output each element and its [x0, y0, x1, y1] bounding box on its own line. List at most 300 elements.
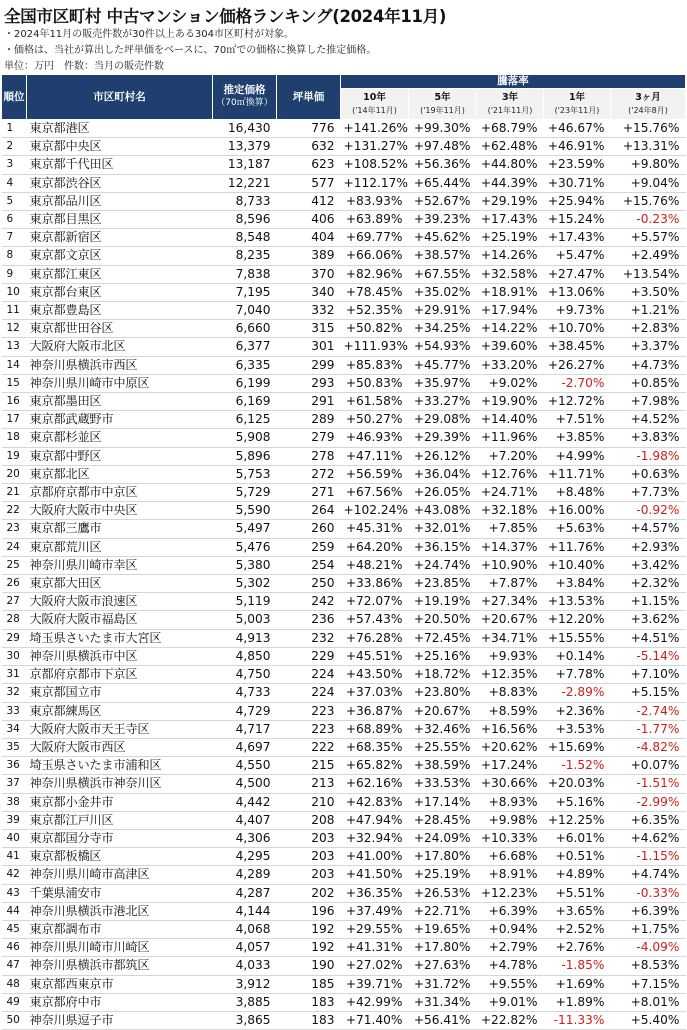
price-cell: 5,908 [213, 429, 277, 447]
table-row [2, 884, 686, 902]
header-period-1y [544, 89, 611, 120]
rank-cell: 7 [2, 229, 27, 247]
change-1y-cell: +15.69% [544, 738, 611, 756]
change-1y-cell: +30.71% [544, 174, 611, 192]
change-3y-cell: +12.76% [477, 465, 544, 483]
change-1y-cell: +17.43% [544, 229, 611, 247]
change-1y-cell: +12.20% [544, 611, 611, 629]
rank-cell: 18 [2, 429, 27, 447]
header-period-sub: ('23年11月) [554, 106, 600, 115]
header-period-label: 3ヶ月 [635, 92, 661, 103]
rank-cell: 6 [2, 211, 27, 229]
table-row [2, 374, 686, 392]
table-row [2, 738, 686, 756]
name-cell: 東京都国分寺市 [27, 829, 213, 847]
change-3y-cell: +14.40% [477, 411, 544, 429]
change-5y-cell: +26.05% [409, 484, 477, 502]
tsubo-cell: 332 [277, 302, 341, 320]
change-3y-cell: +32.18% [477, 502, 544, 520]
change-3y-cell: +62.48% [477, 138, 544, 156]
table-row [2, 520, 686, 538]
change-1y-cell: +2.52% [544, 920, 611, 938]
name-cell: 埼玉県さいたま市浦和区 [27, 757, 213, 775]
change-3y-cell: +68.79% [477, 120, 544, 138]
tsubo-cell: 203 [277, 866, 341, 884]
header-price-label: 推定価格 [223, 84, 266, 96]
price-cell: 4,289 [213, 866, 277, 884]
change-1y-cell: +5.47% [544, 247, 611, 265]
rank-cell: 2 [2, 138, 27, 156]
ranking-rows [2, 120, 686, 1030]
name-cell: 東京都板橋区 [27, 848, 213, 866]
tsubo-cell: 279 [277, 429, 341, 447]
table-row [2, 247, 686, 265]
change-10y-cell: +50.83% [341, 374, 409, 392]
price-cell: 3,912 [213, 975, 277, 993]
name-cell: 東京都文京区 [27, 247, 213, 265]
change-1y-cell: +12.25% [544, 811, 611, 829]
name-cell: 東京都調布市 [27, 920, 213, 938]
table-row [2, 866, 686, 884]
table-row [2, 593, 686, 611]
change-10y-cell: +62.16% [341, 775, 409, 793]
change-3y-cell: +17.24% [477, 757, 544, 775]
change-5y-cell: +29.91% [409, 302, 477, 320]
header-change: 騰落率 [341, 75, 686, 89]
change-5y-cell: +22.71% [409, 902, 477, 920]
tsubo-cell: 222 [277, 738, 341, 756]
price-cell: 5,003 [213, 611, 277, 629]
change-10y-cell: +111.93% [341, 338, 409, 356]
change-3m-cell: -0.92% [611, 502, 686, 520]
name-cell: 神奈川県川崎市高津区 [27, 866, 213, 884]
change-1y-cell: +15.55% [544, 629, 611, 647]
price-cell: 7,040 [213, 302, 277, 320]
tsubo-cell: 192 [277, 920, 341, 938]
change-5y-cell: +54.93% [409, 338, 477, 356]
table-row [2, 283, 686, 301]
change-5y-cell: +36.04% [409, 465, 477, 483]
change-3y-cell: +14.26% [477, 247, 544, 265]
name-cell: 京都府京都市下京区 [27, 666, 213, 684]
table-row [2, 447, 686, 465]
header-period-sub: ('21年11月) [487, 106, 533, 115]
tsubo-cell: 210 [277, 793, 341, 811]
change-10y-cell: +27.02% [341, 957, 409, 975]
tsubo-cell: 389 [277, 247, 341, 265]
name-cell: 神奈川県川崎市川崎区 [27, 939, 213, 957]
tsubo-cell: 192 [277, 939, 341, 957]
name-cell: 東京都江戸川区 [27, 811, 213, 829]
change-1y-cell: +10.40% [544, 556, 611, 574]
price-cell: 4,500 [213, 775, 277, 793]
change-5y-cell: +43.08% [409, 502, 477, 520]
price-cell: 4,068 [213, 920, 277, 938]
change-3y-cell: +34.71% [477, 629, 544, 647]
name-cell: 神奈川県横浜市港北区 [27, 902, 213, 920]
rank-cell: 8 [2, 247, 27, 265]
name-cell: 東京都目黒区 [27, 211, 213, 229]
price-cell: 8,235 [213, 247, 277, 265]
change-3m-cell: -4.09% [611, 939, 686, 957]
price-cell: 7,195 [213, 283, 277, 301]
change-3y-cell: +44.80% [477, 156, 544, 174]
header-tsubo: 坪単価 [277, 75, 341, 120]
change-3y-cell: +7.20% [477, 447, 544, 465]
change-3y-cell: +17.43% [477, 211, 544, 229]
change-10y-cell: +72.07% [341, 593, 409, 611]
tsubo-cell: 213 [277, 775, 341, 793]
change-5y-cell: +23.85% [409, 575, 477, 593]
change-3m-cell: -1.15% [611, 848, 686, 866]
change-3m-cell: +4.57% [611, 520, 686, 538]
name-cell: 神奈川県横浜市西区 [27, 356, 213, 374]
tsubo-cell: 242 [277, 593, 341, 611]
change-1y-cell: +13.53% [544, 593, 611, 611]
change-3m-cell: +13.54% [611, 265, 686, 283]
change-3y-cell: +6.68% [477, 848, 544, 866]
change-3m-cell: +1.75% [611, 920, 686, 938]
price-cell: 4,733 [213, 684, 277, 702]
change-5y-cell: +24.09% [409, 829, 477, 847]
header-period-label: 5年 [434, 92, 451, 103]
tsubo-cell: 293 [277, 374, 341, 392]
change-5y-cell: +29.39% [409, 429, 477, 447]
change-10y-cell: +41.31% [341, 939, 409, 957]
price-cell: 4,144 [213, 902, 277, 920]
tsubo-cell: 272 [277, 465, 341, 483]
change-10y-cell: +46.93% [341, 429, 409, 447]
price-cell: 6,125 [213, 411, 277, 429]
change-3m-cell: +7.98% [611, 393, 686, 411]
change-3y-cell: +4.78% [477, 957, 544, 975]
name-cell: 東京都中野区 [27, 447, 213, 465]
change-3y-cell: +8.83% [477, 684, 544, 702]
price-cell: 6,199 [213, 374, 277, 392]
table-row [2, 793, 686, 811]
header-period-label: 10年 [363, 92, 386, 103]
header-period-sub: ('19年11月) [420, 106, 465, 115]
table-row [2, 484, 686, 502]
change-10y-cell: +67.56% [341, 484, 409, 502]
table-row [2, 920, 686, 938]
change-3m-cell: -1.77% [611, 720, 686, 738]
rank-cell: 5 [2, 192, 27, 210]
change-10y-cell: +41.00% [341, 848, 409, 866]
table-row [2, 138, 686, 156]
change-10y-cell: +45.31% [341, 520, 409, 538]
price-cell: 8,596 [213, 211, 277, 229]
rank-cell: 13 [2, 338, 27, 356]
rank-cell: 49 [2, 993, 27, 1011]
price-cell: 5,476 [213, 538, 277, 556]
change-3y-cell: +9.02% [477, 374, 544, 392]
header-period-sub: ('14年11月) [352, 106, 397, 115]
price-cell: 6,660 [213, 320, 277, 338]
rank-cell: 11 [2, 302, 27, 320]
price-cell: 12,221 [213, 174, 277, 192]
rank-cell: 16 [2, 393, 27, 411]
note-target: ・2024年11月の販売件数が30件以上ある304市区町村が対象。 [4, 29, 294, 40]
change-3y-cell: +8.59% [477, 702, 544, 720]
change-3m-cell: +5.40% [611, 1011, 686, 1029]
price-cell: 5,896 [213, 447, 277, 465]
tsubo-cell: 224 [277, 666, 341, 684]
name-cell: 千葉県浦安市 [27, 884, 213, 902]
change-3m-cell: +0.63% [611, 465, 686, 483]
change-5y-cell: +34.25% [409, 320, 477, 338]
price-cell: 4,750 [213, 666, 277, 684]
name-cell: 大阪府大阪市天王寺区 [27, 720, 213, 738]
price-cell: 4,057 [213, 939, 277, 957]
change-3y-cell: +30.66% [477, 775, 544, 793]
name-cell: 東京都荒川区 [27, 538, 213, 556]
change-5y-cell: +56.36% [409, 156, 477, 174]
table-row [2, 611, 686, 629]
tsubo-cell: 254 [277, 556, 341, 574]
change-5y-cell: +19.19% [409, 593, 477, 611]
name-cell: 大阪府大阪市中央区 [27, 502, 213, 520]
rank-cell: 46 [2, 939, 27, 957]
change-3y-cell: +2.79% [477, 939, 544, 957]
change-3y-cell: +32.58% [477, 265, 544, 283]
change-10y-cell: +48.21% [341, 556, 409, 574]
rank-cell: 15 [2, 374, 27, 392]
change-3y-cell: +18.91% [477, 283, 544, 301]
change-10y-cell: +64.20% [341, 538, 409, 556]
price-cell: 4,697 [213, 738, 277, 756]
change-1y-cell: +5.51% [544, 884, 611, 902]
change-3y-cell: +7.87% [477, 575, 544, 593]
change-5y-cell: +33.53% [409, 775, 477, 793]
rank-cell: 33 [2, 702, 27, 720]
change-1y-cell: +8.48% [544, 484, 611, 502]
name-cell: 大阪府大阪市北区 [27, 338, 213, 356]
price-cell: 5,380 [213, 556, 277, 574]
name-cell: 東京都港区 [27, 120, 213, 138]
name-cell: 神奈川県横浜市中区 [27, 647, 213, 665]
tsubo-cell: 259 [277, 538, 341, 556]
change-10y-cell: +112.17% [341, 174, 409, 192]
tsubo-cell: 196 [277, 902, 341, 920]
tsubo-cell: 183 [277, 993, 341, 1011]
change-5y-cell: +38.57% [409, 247, 477, 265]
name-cell: 神奈川県横浜市都筑区 [27, 957, 213, 975]
change-5y-cell: +25.16% [409, 647, 477, 665]
change-5y-cell: +25.55% [409, 738, 477, 756]
table-row [2, 939, 686, 957]
change-3y-cell: +27.34% [477, 593, 544, 611]
name-cell: 東京都府中市 [27, 993, 213, 1011]
change-5y-cell: +99.30% [409, 120, 477, 138]
name-cell: 東京都新宿区 [27, 229, 213, 247]
table-row [2, 338, 686, 356]
name-cell: 大阪府大阪市福島区 [27, 611, 213, 629]
name-cell: 埼玉県さいたま市大宮区 [27, 629, 213, 647]
table-row [2, 538, 686, 556]
change-10y-cell: +82.96% [341, 265, 409, 283]
change-1y-cell: +25.94% [544, 192, 611, 210]
change-10y-cell: +52.35% [341, 302, 409, 320]
change-5y-cell: +18.72% [409, 666, 477, 684]
change-1y-cell: -1.52% [544, 757, 611, 775]
price-cell: 3,865 [213, 1011, 277, 1029]
price-cell: 4,295 [213, 848, 277, 866]
change-3m-cell: +7.73% [611, 484, 686, 502]
rank-cell: 24 [2, 538, 27, 556]
change-1y-cell: +38.45% [544, 338, 611, 356]
change-3y-cell: +9.98% [477, 811, 544, 829]
change-5y-cell: +17.80% [409, 848, 477, 866]
table-row [2, 720, 686, 738]
tsubo-cell: 776 [277, 120, 341, 138]
rank-cell: 32 [2, 684, 27, 702]
change-3m-cell: +2.93% [611, 538, 686, 556]
price-cell: 4,033 [213, 957, 277, 975]
change-10y-cell: +32.94% [341, 829, 409, 847]
header-period-label: 3年 [501, 92, 519, 103]
rank-cell: 45 [2, 920, 27, 938]
change-1y-cell: +4.89% [544, 866, 611, 884]
price-cell: 4,850 [213, 647, 277, 665]
tsubo-cell: 301 [277, 338, 341, 356]
change-3m-cell: +0.85% [611, 374, 686, 392]
table-row [2, 629, 686, 647]
table-row [2, 120, 686, 138]
change-3y-cell: +7.85% [477, 520, 544, 538]
change-1y-cell: +46.91% [544, 138, 611, 156]
tsubo-cell: 291 [277, 393, 341, 411]
change-5y-cell: +35.97% [409, 374, 477, 392]
rank-cell: 42 [2, 866, 27, 884]
change-5y-cell: +17.14% [409, 793, 477, 811]
change-10y-cell: +33.86% [341, 575, 409, 593]
name-cell: 東京都千代田区 [27, 156, 213, 174]
table-row [2, 411, 686, 429]
name-cell: 京都府京都市中京区 [27, 484, 213, 502]
change-10y-cell: +66.06% [341, 247, 409, 265]
table-row [2, 556, 686, 574]
change-10y-cell: +76.28% [341, 629, 409, 647]
table-row [2, 429, 686, 447]
change-3m-cell: -2.99% [611, 793, 686, 811]
name-cell: 東京都品川区 [27, 192, 213, 210]
change-3m-cell: +6.39% [611, 902, 686, 920]
change-10y-cell: +65.82% [341, 757, 409, 775]
price-cell: 6,377 [213, 338, 277, 356]
change-3y-cell: +14.37% [477, 538, 544, 556]
table-row [2, 502, 686, 520]
rank-cell: 10 [2, 283, 27, 301]
rank-cell: 37 [2, 775, 27, 793]
table-row [2, 156, 686, 174]
name-cell: 東京都国立市 [27, 684, 213, 702]
change-3m-cell: +2.32% [611, 575, 686, 593]
rank-cell: 21 [2, 484, 27, 502]
table-row [2, 993, 686, 1011]
rank-cell: 20 [2, 465, 27, 483]
change-1y-cell: +46.67% [544, 120, 611, 138]
table-row [2, 393, 686, 411]
table-row [2, 975, 686, 993]
change-1y-cell: -1.85% [544, 957, 611, 975]
change-10y-cell: +63.89% [341, 211, 409, 229]
change-3m-cell: +3.50% [611, 283, 686, 301]
change-5y-cell: +19.65% [409, 920, 477, 938]
change-3m-cell: -0.23% [611, 211, 686, 229]
price-cell: 5,729 [213, 484, 277, 502]
price-cell: 16,430 [213, 120, 277, 138]
change-10y-cell: +108.52% [341, 156, 409, 174]
change-3m-cell: +2.49% [611, 247, 686, 265]
change-1y-cell: -2.89% [544, 684, 611, 702]
change-3y-cell: +0.94% [477, 920, 544, 938]
price-cell: 6,335 [213, 356, 277, 374]
change-1y-cell: +1.69% [544, 975, 611, 993]
rank-cell: 19 [2, 447, 27, 465]
name-cell: 大阪府大阪市浪速区 [27, 593, 213, 611]
header-period-label: 1年 [568, 92, 586, 103]
change-1y-cell: +11.71% [544, 465, 611, 483]
price-cell: 4,306 [213, 829, 277, 847]
name-cell: 東京都世田谷区 [27, 320, 213, 338]
change-3y-cell: +10.33% [477, 829, 544, 847]
change-5y-cell: +35.02% [409, 283, 477, 301]
price-cell: 5,119 [213, 593, 277, 611]
tsubo-cell: 278 [277, 447, 341, 465]
change-10y-cell: +68.89% [341, 720, 409, 738]
table-row [2, 1011, 686, 1029]
table-row [2, 902, 686, 920]
header-name: 市区町村名 [27, 75, 213, 120]
change-1y-cell: +4.99% [544, 447, 611, 465]
rank-cell: 34 [2, 720, 27, 738]
price-cell: 4,442 [213, 793, 277, 811]
table-row [2, 356, 686, 374]
rank-cell: 43 [2, 884, 27, 902]
change-1y-cell: +11.76% [544, 538, 611, 556]
tsubo-cell: 406 [277, 211, 341, 229]
change-1y-cell: +7.78% [544, 666, 611, 684]
change-5y-cell: +56.41% [409, 1011, 477, 1029]
table-row [2, 174, 686, 192]
change-3y-cell: +10.90% [477, 556, 544, 574]
change-3m-cell: +4.51% [611, 629, 686, 647]
change-5y-cell: +20.67% [409, 702, 477, 720]
change-3m-cell: +3.37% [611, 338, 686, 356]
change-3m-cell: +8.01% [611, 993, 686, 1011]
change-3y-cell: +8.91% [477, 866, 544, 884]
change-10y-cell: +61.58% [341, 393, 409, 411]
table-row [2, 465, 686, 483]
change-5y-cell: +20.50% [409, 611, 477, 629]
change-1y-cell: +3.84% [544, 575, 611, 593]
price-cell: 4,913 [213, 629, 277, 647]
rank-cell: 4 [2, 174, 27, 192]
name-cell: 神奈川県川崎市中原区 [27, 374, 213, 392]
change-3y-cell: +20.67% [477, 611, 544, 629]
change-5y-cell: +29.08% [409, 411, 477, 429]
change-10y-cell: +85.83% [341, 356, 409, 374]
change-3y-cell: +20.62% [477, 738, 544, 756]
change-1y-cell: +26.27% [544, 356, 611, 374]
header-period-10y [341, 89, 409, 120]
table-row [2, 666, 686, 684]
change-10y-cell: +43.50% [341, 666, 409, 684]
name-cell: 東京都渋谷区 [27, 174, 213, 192]
change-3y-cell: +24.71% [477, 484, 544, 502]
change-3y-cell: +19.90% [477, 393, 544, 411]
